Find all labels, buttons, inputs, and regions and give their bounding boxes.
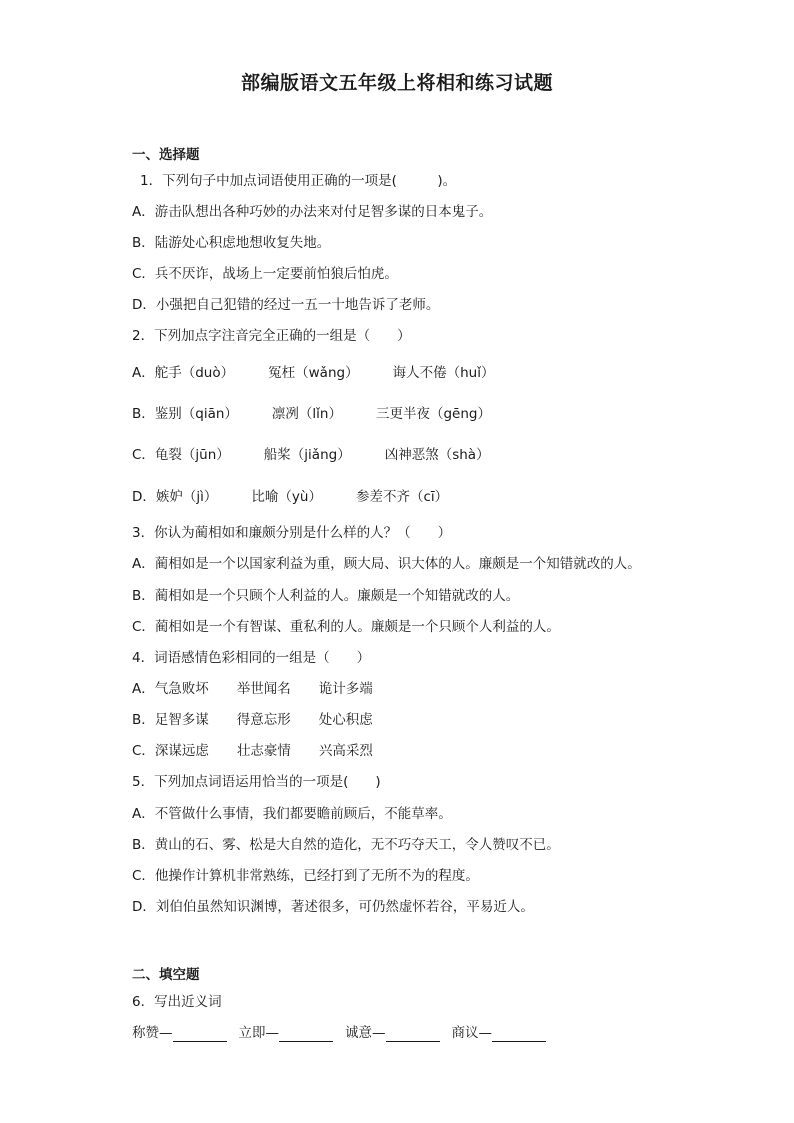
question-4-stem: 4．词语感情色彩相同的一组是（ ） xyxy=(132,650,371,666)
option-part: 凛冽（lǐn） xyxy=(271,406,342,422)
option-part: B．足智多谋 xyxy=(132,712,209,728)
option-part: 诲人不倦（huǐ） xyxy=(392,365,495,381)
option-part: 举世闻名 xyxy=(236,681,291,697)
question-5-stem: 5．下列加点词语运用恰当的一项是( ) xyxy=(132,774,381,790)
question-1-option-d: D．小强把自己犯错的经过一五一十地告诉了老师。 xyxy=(132,297,440,313)
option-part: D．嫉妒（jì） xyxy=(132,489,218,505)
section-heading-choice: 一、选择题 xyxy=(132,147,200,163)
option-part: 诡计多端 xyxy=(318,681,373,697)
question-5-option-b: B．黄山的石、雾、松是大自然的造化，无不巧夺天工，令人赞叹不已。 xyxy=(132,837,560,853)
question-5-option-d: D．刘伯伯虽然知识渊博，著述很多，可仍然虚怀若谷，平易近人。 xyxy=(132,899,534,915)
question-4-option-c xyxy=(132,742,373,760)
option-part: 船桨（jiǎng） xyxy=(263,447,351,463)
section-heading-fill: 二、填空题 xyxy=(132,967,200,983)
question-5-option-c: C．他操作计算机非常熟练，已经打到了无所不为的程度。 xyxy=(132,868,479,884)
question-1-option-c: C．兵不厌诈，战场上一定要前怕狼后怕虎。 xyxy=(132,266,398,282)
question-3-option-c: C．蔺相如是一个有智谋、重私利的人。廉颇是一个只顾个人利益的人。 xyxy=(132,619,560,635)
option-part: 三更半夜（gēng） xyxy=(375,406,491,422)
option-part: 处心积虑 xyxy=(318,712,373,728)
question-1-option-b: B．陆游处心积虑地想收复失地。 xyxy=(132,235,331,251)
answer-blank[interactable] xyxy=(492,1027,546,1042)
answer-blank[interactable] xyxy=(173,1027,227,1042)
option-part: 参差不齐（cī） xyxy=(355,489,449,505)
fill-word: 立即— xyxy=(238,1025,279,1041)
option-part: 比喻（yù） xyxy=(251,489,322,505)
fill-word: 称赞— xyxy=(132,1025,173,1041)
option-part: 凶神恶煞（shà） xyxy=(384,447,490,463)
fill-word: 商议— xyxy=(451,1025,492,1041)
question-3-option-a: A．蔺相如是一个以国家利益为重，顾大局、识大体的人。廉颇是一个知错就改的人。 xyxy=(132,556,641,572)
option-part: 冤枉（wǎng） xyxy=(268,365,359,381)
question-4-option-a xyxy=(132,680,373,698)
option-part: A．气急败坏 xyxy=(132,681,209,697)
option-part: 兴高采烈 xyxy=(318,743,373,759)
question-3-option-b: B．蔺相如是一个只顾个人利益的人。廉颇是一个知错就改的人。 xyxy=(132,588,520,604)
page-title: 部编版语文五年级上将相和练习试题 xyxy=(240,72,553,94)
question-5-option-a: A．不管做什么事情，我们都要瞻前顾后，不能草率。 xyxy=(132,806,452,822)
question-6-blanks xyxy=(132,1024,558,1042)
question-2-option-d xyxy=(132,488,448,506)
option-part: C．深谋远虑 xyxy=(132,743,209,759)
option-part: 得意忘形 xyxy=(236,712,291,728)
question-6-stem: 6．写出近义词 xyxy=(132,994,222,1010)
question-2-option-c xyxy=(132,446,490,464)
question-3-stem: 3．你认为蔺相如和廉颇分别是什么样的人？（ ） xyxy=(132,525,452,541)
option-part: 壮志豪情 xyxy=(236,743,291,759)
option-part: B．鉴别（qiān） xyxy=(132,406,238,422)
question-1-option-a: A．游击队想出各种巧妙的办法来对付足智多谋的日本鬼子。 xyxy=(132,204,493,220)
question-2-option-b xyxy=(132,405,491,423)
question-1-stem: 1．下列句子中加点词语使用正确的一项是( )。 xyxy=(140,173,457,189)
answer-blank[interactable] xyxy=(279,1027,333,1042)
option-part: A．舵手（duò） xyxy=(132,365,235,381)
question-2-option-a xyxy=(132,364,494,382)
question-2-stem: 2．下列加点字注音完全正确的一组是（ ） xyxy=(132,328,411,344)
answer-blank[interactable] xyxy=(386,1027,440,1042)
option-part: C．龟裂（jūn） xyxy=(132,447,230,463)
question-4-option-b xyxy=(132,711,373,729)
fill-word: 诚意— xyxy=(345,1025,386,1041)
